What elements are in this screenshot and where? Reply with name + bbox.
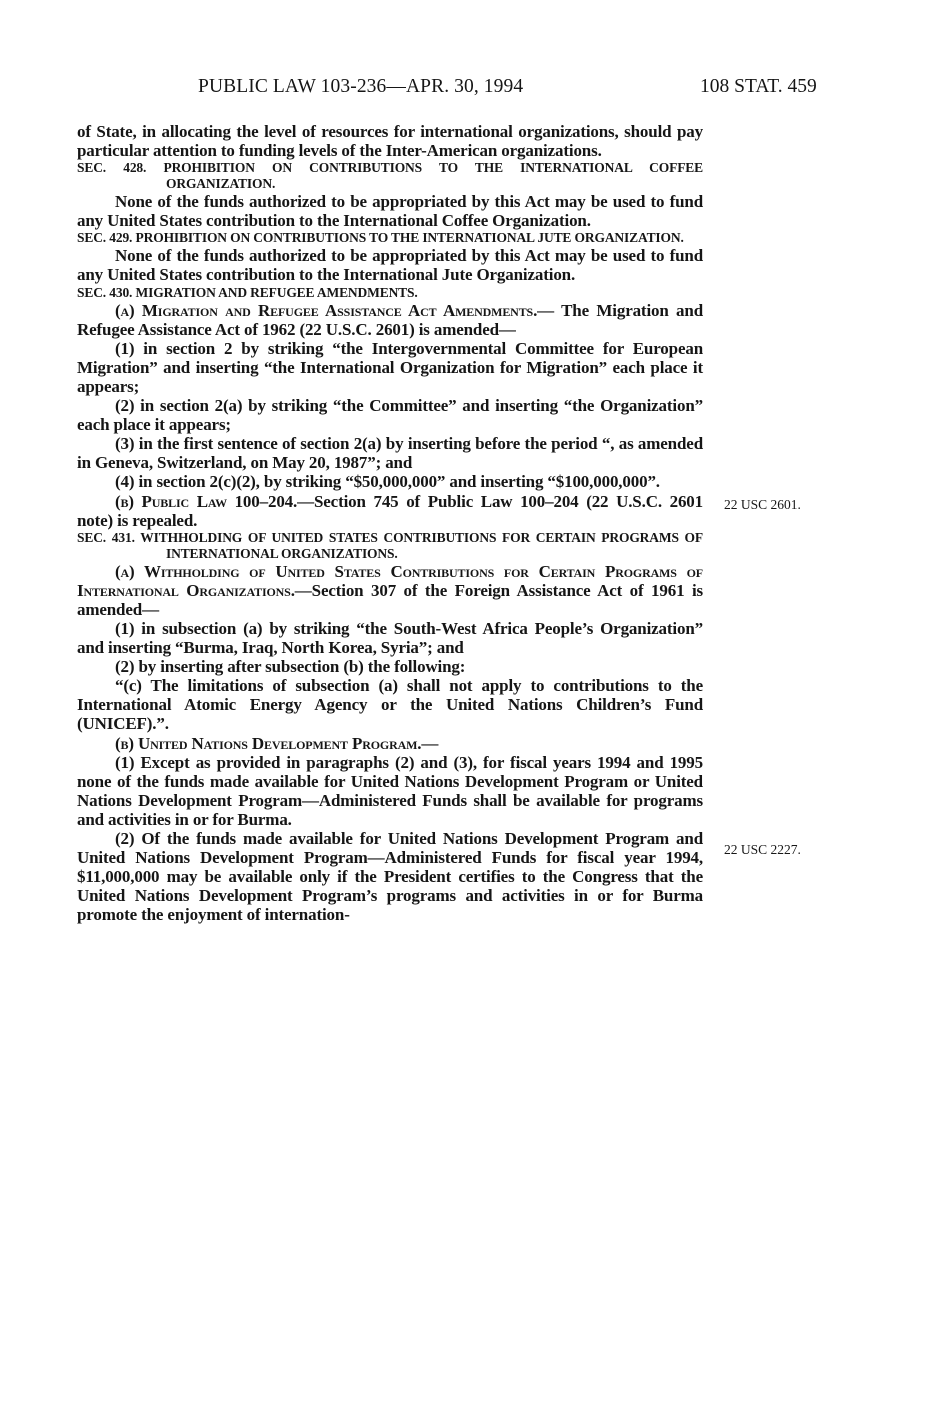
section-number: SEC. 431. <box>77 529 135 545</box>
subsection-heading: (b) United Nations Development Program.— <box>115 733 439 753</box>
page-body <box>77 122 703 924</box>
section-428-text: None of the funds authorized to be appropriated by this Act may be used to fund any United States contribution to the International Coffee Organization. <box>77 192 703 231</box>
section-title: WITHHOLDING OF UNITED STATES CONTRIBUTIONS FOR CERTAIN PROGRAMS OF INTERNATIONAL ORGANIZATIONS. <box>140 529 703 561</box>
paragraph-430a-3: (3) in the first sentence of section 2(a) by inserting before the period “, as amended in Geneva, Switzerland, on May 20, 1987”; and <box>77 434 703 473</box>
subsection-heading: (a) Withholding of United States Contributions for Certain Programs of International Organizations.— <box>77 561 703 600</box>
section-number: SEC. 430. <box>77 284 133 300</box>
subsection-431a <box>77 562 703 619</box>
paragraph-431b-2: (2) Of the funds made available for United Nations Development Program and United Nations Development Program—Administered Funds for fiscal year 1994, $11,000,000 may be available only if the President certifies to the Congress that the United Nations Development Program’s programs and activities in or for Burma promote the enjoyment of internation- <box>77 829 703 925</box>
subsection-text: Section 745 of Public Law 100–204 (22 U.S.C. 2601 note) is repealed. <box>77 491 703 530</box>
statute-page-number: 108 STAT. 459 <box>700 76 817 97</box>
section-429-text: None of the funds authorized to be appropriated by this Act may be used to fund any United States contribution to the International Jute Organization. <box>77 246 703 285</box>
quoted-subsection-c: “(c) The limitations of subsection (a) shall not apply to contributions to the International Atomic Energy Agency or the United Nations Children’s Fund (UNICEF).”. <box>77 676 703 734</box>
subsection-heading: (a) Migration and Refugee Assistance Act Amendments.— <box>115 300 555 320</box>
paragraph-431b-1: (1) Except as provided in paragraphs (2) and (3), for fiscal years 1994 and 1995 none of the funds made available for United Nations Development Program or United Nations Development Program—Administered Funds shall be available for programs and activities in or for Burma. <box>77 752 703 829</box>
section-431-heading <box>77 530 703 562</box>
section-title: PROHIBITION ON CONTRIBUTIONS TO THE INTERNATIONAL COFFEE ORGANIZATION. <box>163 160 703 192</box>
section-428-heading <box>77 160 703 192</box>
paragraph-431a-2: (2) by inserting after subsection (b) the following: <box>115 657 466 677</box>
paragraph-430a-2: (2) in section 2(a) by striking “the Committee” and inserting “the Organization” each place it appears; <box>77 396 703 435</box>
section-430-heading <box>77 285 703 301</box>
section-title: MIGRATION AND REFUGEE AMENDMENTS. <box>135 284 418 300</box>
page-header <box>0 76 939 102</box>
paragraph-430a-1: (1) in section 2 by striking “the Intergovernmental Committee for European Migration” and inserting “the International Organization for Migration” each place it appears; <box>77 338 703 396</box>
section-429-heading <box>77 230 703 246</box>
paragraph-430a-4: (4) in section 2(c)(2), by striking “$50,000,000” and inserting “$100,000,000”. <box>115 472 660 492</box>
public-law-citation: PUBLIC LAW 103-236—APR. 30, 1994 <box>198 76 524 97</box>
paragraph-431a-1: (1) in subsection (a) by striking “the South-West Africa People’s Organization” and inserting “Burma, Iraq, North Korea, Syria”; and <box>77 618 703 658</box>
subsection-text: Section 307 of the Foreign Assistance Act of 1961 is amended— <box>77 580 703 619</box>
margin-note-22-usc-2601: 22 USC 2601. <box>724 497 801 512</box>
intro-paragraph: of State, in allocating the level of resources for international organizations, should pay particular attention to funding levels of the Inter-American organizations. <box>77 122 703 161</box>
section-title: PROHIBITION ON CONTRIBUTIONS TO THE INTERNATIONAL JUTE ORGANIZATION. <box>135 230 684 246</box>
subsection-430b <box>77 492 703 530</box>
subsection-431b <box>77 734 703 753</box>
subsection-430a <box>77 301 703 339</box>
section-number: SEC. 428. <box>77 160 147 176</box>
subsection-heading: (b) Public Law 100–204.— <box>115 491 314 511</box>
subsection-text: The Migration and Refugee Assistance Act of 1962 (22 U.S.C. 2601) is amended— <box>77 300 704 339</box>
section-number: SEC. 429. <box>77 230 133 246</box>
margin-note-22-usc-2227: 22 USC 2227. <box>724 842 801 857</box>
